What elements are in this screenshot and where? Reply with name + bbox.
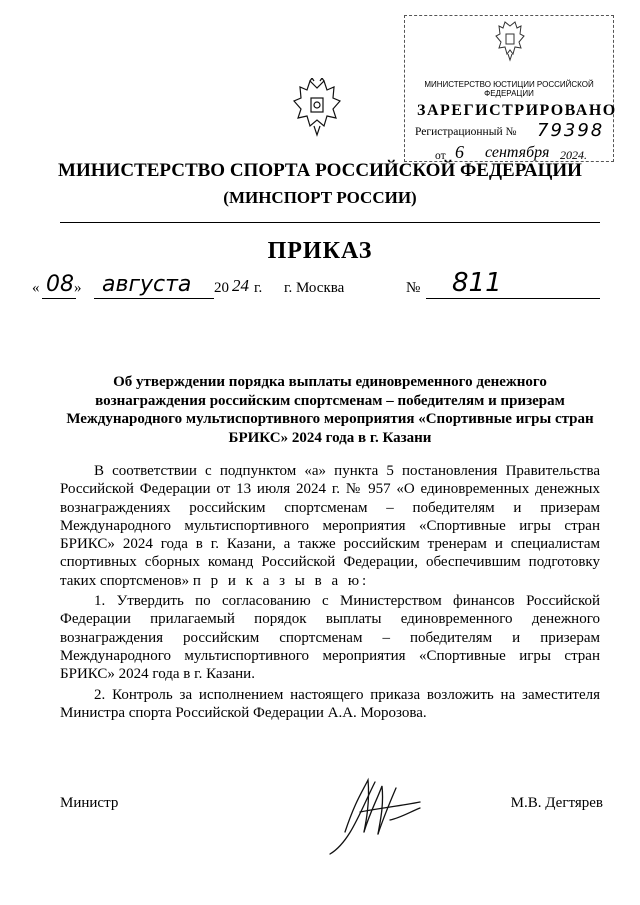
year-prefix: 20 <box>214 280 229 296</box>
order-body <box>60 462 600 724</box>
stamp-from-month: сентября <box>485 144 550 161</box>
signatory-role: Министр <box>60 795 119 811</box>
ministry-title: МИНИСТЕРСТВО СПОРТА РОССИЙСКОЙ ФЕДЕРАЦИИ <box>58 160 582 181</box>
year-digits: 24 <box>232 276 249 295</box>
stamp-from-label: от <box>435 150 446 162</box>
date-day: 08 <box>46 272 74 297</box>
date-number-row <box>32 268 622 302</box>
stamp-ministry: МИНИСТЕРСТВО ЮСТИЦИИ РОССИЙСКОЙ ФЕДЕРАЦИИ <box>424 80 594 98</box>
coat-of-arms-icon <box>290 78 344 138</box>
stamp-regno-value: 79398 <box>537 120 605 141</box>
paragraph-item-2: 2. Контроль за исполнением настоящего приказа возложить на заместителя Министра спорта Российской Федерации А.А. Морозова. <box>60 686 600 721</box>
preamble-text: В соответствии с подпунктом «а» пункта 5 постановления Правительства Российской Федерации от 13 июля 2024 г. № 957 «О единовременных денежных вознаграждениях российским спортсменам – победителям и призерам Международного мультиспортивного мероприятия «Спортивные игры стран БРИКС» 2024 года в г. Казани, а также российским тренерам и специалистам спортивных сборных команд Российской Федерации, обеспечившим подготовку таких спортсменов» <box>60 463 600 589</box>
order-word: п р и к а з ы в а ю: <box>192 572 370 589</box>
stamp-from-year: 2024. <box>560 148 587 162</box>
stamp-registered: ЗАРЕГИСТРИРОВАНО <box>417 102 617 119</box>
date-quote-open: « <box>32 280 40 296</box>
number-underline <box>426 298 600 299</box>
header-divider <box>60 222 600 223</box>
day-underline <box>42 298 76 299</box>
stamp-crest-icon <box>493 20 527 62</box>
registration-stamp <box>404 15 617 162</box>
order-subject: Об утверждении порядка выплаты единовременного денежного вознаграждения российским спортсменам – победителям и призерам Международного мультиспортивного мероприятия «Спортивные игры стран БРИКС» 2024 года в г. Казани <box>66 374 594 446</box>
date-quote-close: » <box>74 280 82 296</box>
signatory-name: М.В. Дегтярев <box>510 795 603 811</box>
paragraph-preamble <box>60 462 600 590</box>
stamp-from-day: 6 <box>455 142 464 162</box>
handwritten-signature-icon <box>320 772 430 862</box>
ministry-short-name: (МИНСПОРТ РОССИИ) <box>223 188 417 207</box>
year-suffix: г. <box>254 280 263 296</box>
date-month: августа <box>102 272 192 297</box>
number-label: № <box>406 280 421 296</box>
month-underline <box>94 298 214 299</box>
order-number: 811 <box>452 268 502 298</box>
paragraph-item-1: 1. Утвердить по согласованию с Министерством финансов Российской Федерации прилагаемый порядок выплаты единовременного денежного вознаграждения российским спортсменам – победителям и призерам Международного мультиспортивного мероприятия «Спортивные игры стран БРИКС» 2024 года в г. Казани. <box>60 593 600 683</box>
city: г. Москва <box>284 280 345 296</box>
stamp-regno-label: Регистрационный № <box>415 126 517 138</box>
order-title: ПРИКАЗ <box>267 238 373 264</box>
